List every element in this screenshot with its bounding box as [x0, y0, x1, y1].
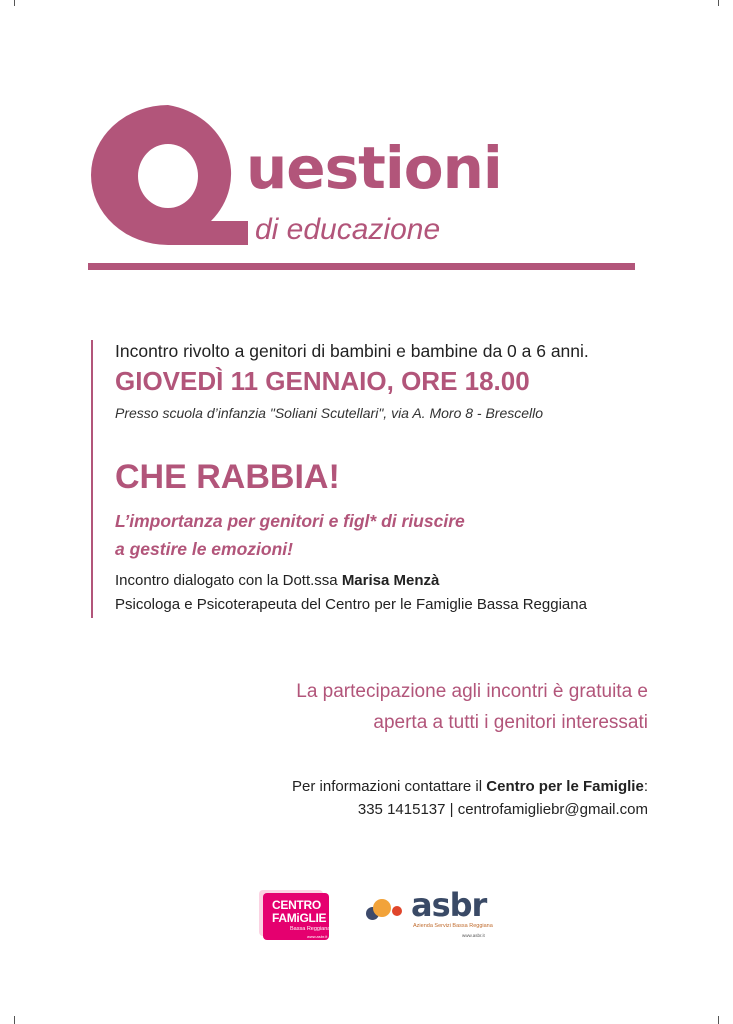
event-speaker [115, 572, 439, 589]
info-org: Centro per le Famiglie [486, 778, 644, 795]
cf-logo-line3: Bassa Reggiana [290, 926, 331, 932]
asbr-wordmark: asbr [411, 886, 487, 924]
event-speaker-role: Psicologa e Psicoterapeuta del Centro per le Famiglie Bassa Reggiana [115, 596, 587, 613]
asbr-dot-red-icon [392, 906, 402, 916]
crop-mark-bottom-left [14, 1016, 15, 1024]
event-topic-subtitle-line2: a gestire le emozioni! [115, 539, 293, 559]
centro-famiglie-logo [259, 890, 329, 940]
cf-logo-url: www.asbr.it [307, 934, 328, 939]
info-contacts: 335 1415137 | centrofamigliebr@gmail.com [357, 801, 648, 818]
asbr-tagline: Azienda Servizi Bassa Reggiana [413, 923, 493, 929]
crop-mark-top-left [14, 0, 15, 6]
title-underline [88, 263, 635, 270]
crop-mark-bottom-right [718, 1016, 719, 1024]
asbr-logo [366, 886, 496, 943]
asbr-url: www.asbr.it [462, 933, 485, 938]
title-text: uestioni [246, 134, 502, 202]
participation-line1: La partecipazione agli incontri è gratuita e [296, 681, 648, 702]
info-line [292, 778, 648, 795]
event-topic-title: CHE RABBIA! [115, 458, 340, 496]
cf-logo-box [263, 893, 329, 940]
speaker-prefix: Incontro dialogato con la Dott.ssa [115, 572, 342, 589]
event-side-bar [91, 340, 93, 618]
speaker-name: Marisa Menzà [341, 572, 440, 589]
info-prefix: Per informazioni contattare il [292, 778, 487, 795]
event-location: Presso scuola d’infanzia "Soliani Scutellari", via A. Moro 8 - Brescello [115, 405, 544, 421]
event-topic-subtitle-line1: L’importanza per genitori e figl* di riuscire [115, 511, 465, 531]
asbr-dot-orange-icon [373, 899, 391, 917]
event-datetime: GIOVEDÌ 11 GENNAIO, ORE 18.00 [115, 366, 530, 396]
title-subtitle: di educazione [255, 213, 441, 246]
event-intro: Incontro rivolto a genitori di bambini e bambine da 0 a 6 anni. [115, 341, 589, 361]
title-q-letter [88, 102, 248, 254]
cf-logo-line2: FAMiGLIE [272, 911, 327, 925]
participation-line2: aperta a tutti i genitori interessati [373, 712, 648, 733]
info-suffix: : [643, 778, 648, 795]
cf-logo-line1: CENTRO [272, 898, 321, 912]
crop-mark-top-right [718, 0, 719, 6]
